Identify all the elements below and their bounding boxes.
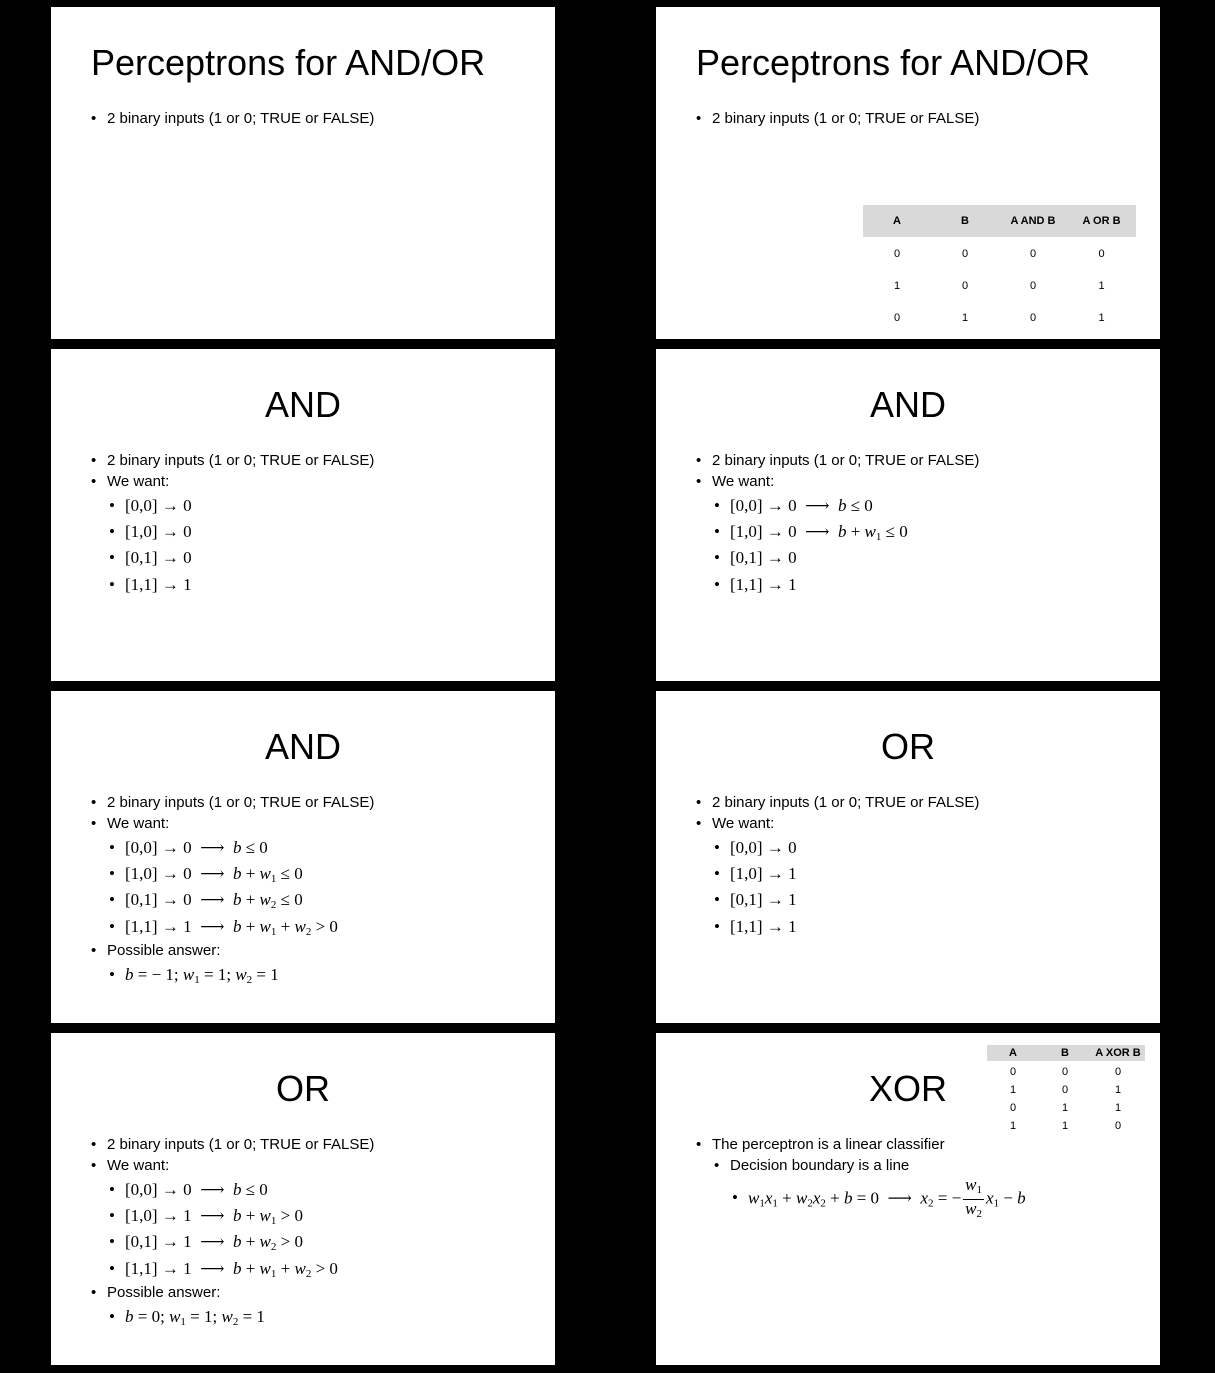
table-header: A	[1009, 1047, 1017, 1059]
sub-bullet: • [1,0] → 0 ⟶ $b + w_1 \le 0$	[109, 864, 303, 885]
sub-bullet: • Decision boundary is a line	[714, 1157, 910, 1174]
table-cell: 1	[1061, 1120, 1069, 1132]
bullet: • We want:	[696, 815, 775, 832]
slide-6	[612, 691, 1208, 1023]
slide-title: AND	[264, 384, 341, 425]
bullet: • Possible answer:	[91, 1284, 221, 1301]
table-cell: 1	[961, 312, 969, 324]
sub-bullet: • [0,0] → 0 ⟶ b ≤ 0	[109, 838, 268, 857]
slide-title: OR	[276, 1068, 330, 1109]
slide-7	[7, 1033, 603, 1365]
slide-canvas	[51, 691, 555, 1023]
slide-canvas	[51, 349, 555, 681]
table-cell: 1	[1114, 1084, 1122, 1096]
slide-5	[7, 691, 603, 1023]
bullet: • 2 binary inputs (1 or 0; TRUE or FALSE)	[91, 794, 375, 811]
bullet: • Possible answer:	[91, 942, 221, 959]
bullet: • 2 binary inputs (1 or 0; TRUE or FALSE)	[696, 110, 980, 127]
bullet: • 2 binary inputs (1 or 0; TRUE or FALSE)	[91, 110, 375, 127]
table-cell: 1	[1098, 312, 1105, 324]
table-cell: 0	[1114, 1120, 1122, 1132]
table-header: A OR B	[1082, 215, 1121, 227]
slide-canvas	[51, 7, 555, 339]
bullet: • 2 binary inputs (1 or 0; TRUE or FALSE)	[91, 1136, 375, 1153]
sub-bullet: • [1,0] → 0 ⟶ $b + w_1 \le 0$	[714, 522, 908, 543]
table-cell: 0	[893, 312, 901, 324]
slide-title: AND	[869, 384, 946, 425]
bullet: • 2 binary inputs (1 or 0; TRUE or FALSE)	[696, 794, 980, 811]
slide-canvas	[656, 349, 1160, 681]
bullet: • We want:	[91, 473, 170, 490]
table-cell: 0	[1061, 1066, 1069, 1078]
table-cell: 0	[893, 248, 901, 260]
table-header: B	[1061, 1047, 1069, 1059]
sub-bullet: • [1,1] → 1 ⟶ $b + w_1 + w_2 > 0$	[109, 1259, 338, 1280]
equation-bullet: • $w_1x_1 + w_2x_2 + b = 0$ ⟶ $x_2$ = − $\frac{w_1}{w_2}$ $x_1 - b$	[732, 1176, 1026, 1223]
bullet: • We want:	[91, 1157, 170, 1174]
table-header: B	[961, 215, 969, 227]
slide-4	[612, 349, 1208, 681]
table-cell: 0	[1114, 1066, 1122, 1078]
table-cell: 0	[1098, 248, 1105, 260]
table-header: A XOR B	[1095, 1047, 1141, 1059]
slide-title: Perceptrons for AND/OR	[91, 42, 486, 83]
sub-bullet: • [1,1] → 1	[714, 917, 797, 936]
table-cell: 1	[1114, 1102, 1122, 1114]
bullet: • 2 binary inputs (1 or 0; TRUE or FALSE)	[696, 452, 980, 469]
table-cell: 1	[893, 280, 901, 292]
sub-bullet: • [1,0] → 1	[714, 864, 797, 883]
bullet: • We want:	[696, 473, 775, 490]
sub-bullet: • [0,0] → 0	[109, 496, 192, 515]
table-header: A	[893, 215, 901, 227]
sub-bullet: • [1,0] → 1 ⟶ $b + w_1 > 0$	[109, 1206, 303, 1227]
slide-canvas	[656, 1033, 1160, 1365]
table-cell: 1	[1009, 1084, 1017, 1096]
table-cell: 0	[1061, 1084, 1069, 1096]
slide-title: OR	[881, 726, 935, 767]
table-cell: 0	[1029, 280, 1037, 292]
slide-canvas	[51, 1033, 555, 1365]
slide-1	[7, 7, 603, 339]
slide-8	[612, 1033, 1208, 1365]
sub-bullet: • [0,0] → 0	[714, 838, 797, 857]
slide-canvas	[656, 691, 1160, 1023]
sub-bullet: • [0,1] → 0	[109, 548, 192, 567]
truth-table	[863, 205, 1136, 339]
sub-bullet: • [0,1] → 1 ⟶ $b + w_2 > 0$	[109, 1232, 303, 1253]
bullet: • The perceptron is a linear classifier	[696, 1136, 945, 1153]
slide-2	[612, 7, 1208, 339]
table-cell: 0	[961, 280, 969, 292]
sub-bullet: • [0,1] → 0	[714, 548, 797, 567]
bullet: • We want:	[91, 815, 170, 832]
table-cell: 0	[961, 248, 969, 260]
table-cell: 0	[1009, 1102, 1017, 1114]
fraction: $\frac{w_1}{w_2}$	[965, 1175, 983, 1220]
table-cell: 1	[1009, 1120, 1017, 1132]
table-cell: 0	[1029, 312, 1037, 324]
table-cell: 0	[1009, 1066, 1017, 1078]
table-header: A AND B	[1010, 215, 1056, 227]
slide-title: AND	[264, 726, 341, 767]
sub-bullet: • [0,1] → 1	[714, 890, 797, 909]
table-cell: 1	[1061, 1102, 1069, 1114]
xor-truth-table	[987, 1045, 1145, 1135]
bullet: • 2 binary inputs (1 or 0; TRUE or FALSE)	[91, 452, 375, 469]
slide-canvas	[656, 7, 1160, 339]
slide-3	[7, 349, 603, 681]
sub-bullet: • [0,1] → 0 ⟶ $b + w_2 \le 0$	[109, 890, 303, 911]
sub-bullet: • b = 0; $w_1 = 1$; $w_2 = 1$	[109, 1307, 265, 1328]
sub-bullet: • [0,0] → 0 ⟶ b ≤ 0	[109, 1180, 268, 1199]
sub-bullet: • [1,1] → 1	[714, 575, 797, 594]
sub-bullet: • [1,0] → 0	[109, 522, 192, 541]
sub-bullet: • [1,1] → 1	[109, 575, 192, 594]
sub-bullet: • [1,1] → 1 ⟶ $b + w_1 + w_2 > 0$	[109, 917, 338, 938]
sub-bullet: • [0,0] → 0 ⟶ b ≤ 0	[714, 496, 873, 515]
slide-title: Perceptrons for AND/OR	[696, 42, 1091, 83]
sub-bullet: • b = − 1; $w_1 = 1$; $w_2 = 1$	[109, 965, 279, 986]
slide-title: XOR	[868, 1068, 947, 1109]
table-cell: 1	[1098, 280, 1105, 292]
table-cell: 0	[1029, 248, 1037, 260]
